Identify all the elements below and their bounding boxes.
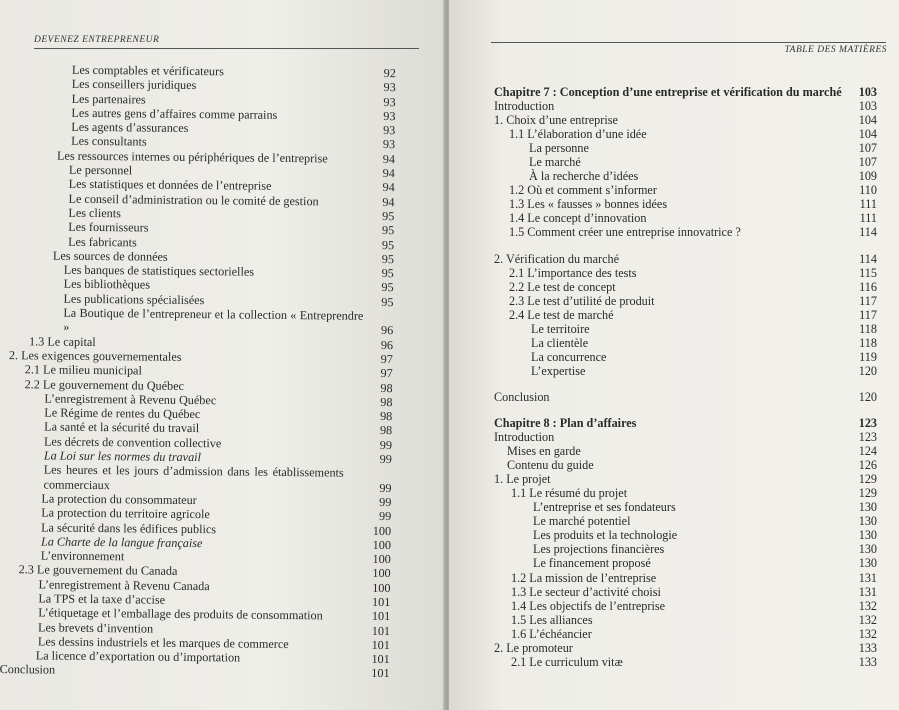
toc-entry-page-number: 132	[858, 598, 877, 613]
toc-entry-title: La Boutique de l’entrepreneur et la collection « Entreprendre »	[63, 305, 364, 335]
toc-entry-page-number: 95	[381, 223, 395, 238]
toc-entry-page-number: 133	[858, 654, 877, 669]
toc-entry-page-number: 99	[379, 452, 392, 467]
toc-entry-title: Les statistiques et données de l’entreprise	[68, 177, 272, 194]
toc-entry-page-number: 130	[858, 514, 877, 529]
toc-entry-page-number: 117	[859, 307, 877, 322]
toc-entry-page-number: 115	[859, 265, 877, 280]
toc-entry-page-number: 98	[380, 394, 393, 409]
toc-entry-title: Conclusion	[0, 662, 56, 678]
toc-entry-page-number: 98	[379, 423, 393, 438]
toc-entry-page-number: 94	[382, 180, 395, 195]
toc-entry-page-number: 107	[858, 155, 877, 170]
toc-entry-page-number: 107	[858, 141, 877, 156]
toc-entry	[449, 641, 899, 655]
toc-entry-title: Le personnel	[68, 162, 133, 178]
toc-entry	[449, 571, 899, 585]
toc-entry	[449, 294, 899, 308]
toc-entry	[449, 252, 899, 266]
toc-entry-title: Chapitre 8 : Plan d’affaires	[494, 415, 637, 430]
toc-entry-title: Le marché potentiel	[533, 514, 631, 529]
toc-entry-title: Introduction	[494, 430, 555, 445]
toc-entry	[449, 599, 899, 613]
toc-entry-title: L’étiquetage et l’emballage des produits de consommation	[38, 605, 323, 623]
toc-entry	[0, 305, 407, 338]
toc-entry-title: Les agents d’assurances	[71, 119, 189, 136]
toc-entry-page-number: 92	[383, 66, 396, 81]
toc-entry-page-number: 97	[380, 366, 393, 381]
running-head: DEVENEZ ENTREPRENEUR	[34, 35, 160, 45]
toc-entry-page-number: 95	[382, 208, 395, 224]
toc-entry-title: Les partenaires	[71, 91, 146, 107]
toc-entry-page-number: 96	[380, 323, 394, 338]
toc-entry-title: La licence d’exportation ou d’importation	[35, 648, 241, 665]
toc-entry-page-number: 104	[858, 113, 877, 128]
toc-entry	[449, 322, 899, 336]
header-rule	[34, 48, 419, 49]
table-of-contents-left	[0, 62, 410, 681]
toc-entry-page-number: 111	[859, 211, 877, 226]
toc-entry-page-number: 101	[371, 652, 390, 667]
toc-entry	[449, 542, 899, 556]
left-page	[0, 0, 445, 710]
chapter-heading	[449, 85, 899, 99]
toc-entry-title: 1. Le projet	[494, 472, 551, 487]
right-page	[449, 0, 899, 710]
toc-entry-page-number: 94	[382, 151, 396, 166]
toc-entry-title: Les projections financières	[533, 542, 665, 557]
toc-entry-title: 1.3 Le capital	[29, 333, 96, 349]
toc-entry-title: La santé et la sécurité du travail	[44, 419, 200, 436]
toc-entry	[449, 514, 899, 528]
toc-entry-title: 1.4 Le concept d’innovation	[509, 211, 647, 226]
toc-entry	[0, 662, 404, 681]
toc-entry-title: 2.1 L’importance des tests	[509, 265, 637, 280]
toc-entry-title: Les banques de statistiques sectorielles	[63, 262, 255, 279]
toc-entry-title: La TPS et la taxe d’accise	[38, 591, 166, 607]
toc-entry-page-number: 130	[858, 542, 877, 557]
toc-entry-page-number: 132	[858, 626, 877, 641]
toc-entry-page-number: 100	[372, 523, 392, 538]
toc-entry	[449, 183, 899, 197]
toc-entry	[449, 169, 899, 183]
toc-entry-title: 1.4 Les objectifs de l’entreprise	[511, 598, 665, 613]
toc-entry-title: Les dessins industriels et les marques de commerce	[37, 634, 289, 651]
toc-entry-page-number: 123	[858, 415, 877, 430]
toc-entry-page-number: 99	[379, 437, 393, 452]
table-of-contents-right	[449, 85, 899, 669]
toc-entry-page-number: 129	[858, 472, 877, 487]
toc-entry-page-number: 94	[382, 166, 395, 181]
toc-entry-page-number: 114	[859, 225, 877, 240]
toc-entry	[449, 336, 899, 350]
toc-entry-title: La protection du consommateur	[41, 491, 197, 507]
toc-entry-page-number: 98	[380, 409, 393, 424]
toc-entry-title: Le conseil d’administration ou le comité de gestion	[68, 191, 319, 209]
toc-entry-page-number: 99	[379, 509, 392, 524]
toc-entry-title: Chapitre 7 : Conception d’une entreprise et vérification du marché	[494, 85, 842, 99]
toc-entry-page-number: 103	[858, 99, 877, 114]
toc-entry-title: 1.5 Les alliances	[511, 612, 593, 627]
toc-entry-page-number: 116	[859, 279, 877, 294]
toc-entry-title: Les décrets de convention collective	[43, 434, 222, 451]
toc-entry	[449, 211, 899, 225]
toc-entry-title: 1.2 La mission de l’entreprise	[511, 570, 657, 585]
toc-entry	[449, 585, 899, 599]
toc-entry	[449, 197, 899, 211]
toc-entry	[449, 308, 899, 322]
toc-entry-page-number: 119	[859, 349, 877, 364]
toc-entry-page-number: 123	[858, 430, 877, 445]
toc-entry-title: 2. Les exigences gouvernementales	[8, 348, 182, 364]
toc-entry-page-number: 95	[381, 280, 394, 295]
toc-entry-page-number: 101	[371, 666, 390, 681]
toc-entry	[449, 458, 899, 472]
toc-entry-page-number: 130	[858, 556, 877, 571]
toc-entry-page-number: 109	[858, 169, 877, 184]
toc-entry	[449, 655, 899, 669]
toc-entry	[449, 613, 899, 627]
toc-entry-title: L’expertise	[531, 363, 586, 378]
toc-entry-page-number: 118	[859, 335, 877, 350]
toc-entry-page-number: 110	[859, 183, 877, 198]
toc-entry-title: Les comptables et vérificateurs	[71, 62, 224, 79]
toc-entry-title: La Loi sur les normes du travail	[43, 448, 202, 465]
toc-entry-title: La sécurité dans les édifices publics	[41, 519, 217, 536]
toc-entry-page-number: 100	[372, 566, 391, 581]
toc-entry-page-number: 95	[381, 266, 394, 281]
toc-entry-title: Le marché	[529, 155, 581, 170]
toc-entry-page-number: 133	[858, 640, 877, 655]
toc-entry-page-number: 93	[383, 108, 396, 124]
toc-entry-title: L’enregistrement à Revenu Québec	[44, 391, 217, 408]
toc-entry	[449, 364, 899, 378]
toc-entry	[449, 472, 899, 486]
toc-entry-title: 1.5 Comment créer une entreprise innovatrice ?	[509, 225, 741, 240]
toc-entry-page-number: 98	[380, 380, 393, 395]
toc-entry-title: Les autres gens d’affaires comme parrains	[71, 105, 278, 122]
header-rule	[491, 42, 886, 43]
toc-entry-page-number: 95	[381, 237, 395, 252]
toc-entry-title: 1.6 L’échéancier	[511, 626, 592, 641]
toc-entry	[449, 127, 899, 141]
toc-entry-title: Mises en garde	[507, 444, 581, 459]
toc-entry	[449, 390, 899, 404]
toc-entry-title: La concurrence	[531, 349, 607, 364]
toc-entry	[449, 113, 899, 127]
toc-entry-page-number: 117	[859, 293, 877, 308]
toc-entry-page-number: 131	[858, 570, 877, 585]
toc-entry-title: Les heures et les jours d’admission dans les établissements commerciaux	[43, 462, 344, 492]
toc-entry-title: Les produits et la technologie	[533, 528, 678, 543]
toc-entry-title: 2. Vérification du marché	[494, 251, 619, 266]
toc-entry-title: À la recherche d’idées	[529, 169, 639, 184]
toc-entry	[0, 462, 406, 495]
toc-entry-title: Le territoire	[531, 321, 590, 336]
toc-entry-page-number: 129	[858, 486, 877, 501]
toc-entry-title: 2.1 Le milieu municipal	[24, 362, 142, 378]
toc-entry	[449, 141, 899, 155]
toc-entry-title: Les publications spécialisées	[63, 291, 205, 307]
toc-entry-title: 1. Choix d’une entreprise	[494, 113, 618, 128]
toc-entry-page-number: 111	[859, 197, 877, 212]
toc-entry-page-number: 101	[371, 623, 391, 638]
toc-entry-title: 1.1 Le résumé du projet	[511, 486, 628, 501]
toc-entry-title: 1.3 Les « fausses » bonnes idées	[509, 197, 668, 212]
toc-entry-title: Les conseillers juridiques	[71, 77, 197, 93]
toc-entry-title: Introduction	[494, 99, 555, 114]
toc-entry-title: La clientèle	[531, 335, 589, 350]
toc-entry-page-number: 99	[379, 494, 392, 510]
toc-entry-title: Les clients	[68, 205, 121, 221]
toc-entry-title: L’entreprise et ses fondateurs	[533, 500, 676, 515]
toc-entry-title: La Charte de la langue française	[40, 534, 203, 550]
toc-entry-title: 2. Le promoteur	[494, 640, 573, 655]
toc-entry-page-number: 120	[858, 363, 877, 378]
toc-entry-page-number: 101	[371, 609, 391, 624]
toc-entry-page-number: 95	[381, 294, 394, 309]
toc-entry-page-number: 101	[371, 637, 390, 652]
toc-entry-page-number: 100	[372, 552, 391, 567]
toc-entry-title: La protection du territoire agricole	[41, 505, 210, 522]
toc-entry-title: Les fournisseurs	[68, 219, 149, 235]
toc-entry-title: 1.1 L’élaboration d’une idée	[509, 127, 647, 142]
toc-entry	[449, 350, 899, 364]
toc-entry	[449, 225, 899, 239]
toc-entry-page-number: 101	[372, 594, 391, 610]
toc-entry	[449, 627, 899, 641]
toc-entry-title: Les bibliothèques	[63, 277, 151, 293]
toc-entry	[449, 266, 899, 280]
toc-entry-page-number: 93	[383, 80, 396, 95]
toc-entry-page-number: 124	[858, 444, 877, 459]
toc-entry-title: 2.1 Le curriculum vitæ	[511, 654, 623, 669]
toc-entry-title: Les brevets d’invention	[38, 620, 154, 636]
toc-entry-title: Le financement proposé	[533, 556, 651, 571]
toc-entry-title: Le Régime de rentes du Québec	[44, 405, 201, 422]
toc-entry-page-number: 96	[380, 337, 394, 352]
toc-entry-page-number: 130	[858, 528, 877, 543]
toc-entry-page-number: 132	[858, 612, 877, 627]
toc-entry-page-number: 93	[383, 94, 396, 109]
toc-entry-page-number: 104	[858, 127, 877, 142]
toc-entry-title: 2.3 Le test d’utilité de produit	[509, 293, 655, 308]
toc-entry	[449, 444, 899, 458]
toc-entry-title: Les consultants	[71, 134, 147, 150]
toc-entry-page-number: 103	[858, 85, 877, 99]
toc-entry-page-number: 93	[383, 123, 396, 138]
toc-entry	[449, 155, 899, 169]
toc-entry	[449, 99, 899, 113]
toc-entry-page-number: 126	[858, 458, 877, 473]
toc-entry-title: 2.3 Le gouvernement du Canada	[18, 562, 178, 579]
toc-entry-page-number: 100	[372, 580, 391, 595]
toc-entry-page-number: 95	[381, 251, 395, 266]
toc-entry-page-number: 100	[372, 537, 392, 552]
toc-entry	[449, 500, 899, 514]
running-head: TABLE DES MATIÈRES	[784, 45, 887, 55]
toc-entry-title: Les sources de données	[52, 248, 168, 264]
toc-entry-page-number: 131	[858, 584, 877, 599]
toc-entry-page-number: 118	[859, 321, 877, 336]
toc-entry-page-number: 93	[382, 137, 396, 152]
toc-entry-page-number: 94	[382, 194, 395, 209]
toc-entry-title: Les ressources internes ou périphériques de l’entreprise	[56, 148, 328, 166]
toc-entry-title: 2.2 Le gouvernement du Québec	[24, 376, 185, 393]
toc-entry	[449, 486, 899, 500]
toc-entry-title: Conclusion	[494, 389, 550, 404]
toc-entry-title: 2.4 Le test de marché	[509, 307, 614, 322]
toc-entry-title: L’environnement	[40, 548, 125, 564]
toc-entry	[449, 280, 899, 294]
toc-entry	[449, 528, 899, 542]
toc-entry-title: L’enregistrement à Revenu Canada	[38, 577, 210, 593]
toc-entry-title: 1.3 Le secteur d’activité choisi	[511, 584, 661, 599]
toc-entry-page-number: 130	[858, 500, 877, 515]
toc-entry	[449, 430, 899, 444]
toc-entry-title: Les fabricants	[68, 234, 137, 250]
toc-entry-page-number: 97	[380, 351, 393, 367]
toc-entry-page-number: 114	[859, 251, 877, 266]
toc-entry	[449, 556, 899, 570]
toc-entry-title: La personne	[529, 141, 589, 156]
toc-entry-title: 1.2 Où et comment s’informer	[509, 183, 657, 198]
toc-entry-page-number: 99	[379, 480, 392, 495]
toc-entry-page-number: 120	[858, 389, 877, 404]
toc-entry-title: 2.2 Le test de concept	[509, 279, 616, 294]
chapter-heading	[449, 416, 899, 430]
toc-entry-title: Contenu du guide	[507, 458, 594, 473]
